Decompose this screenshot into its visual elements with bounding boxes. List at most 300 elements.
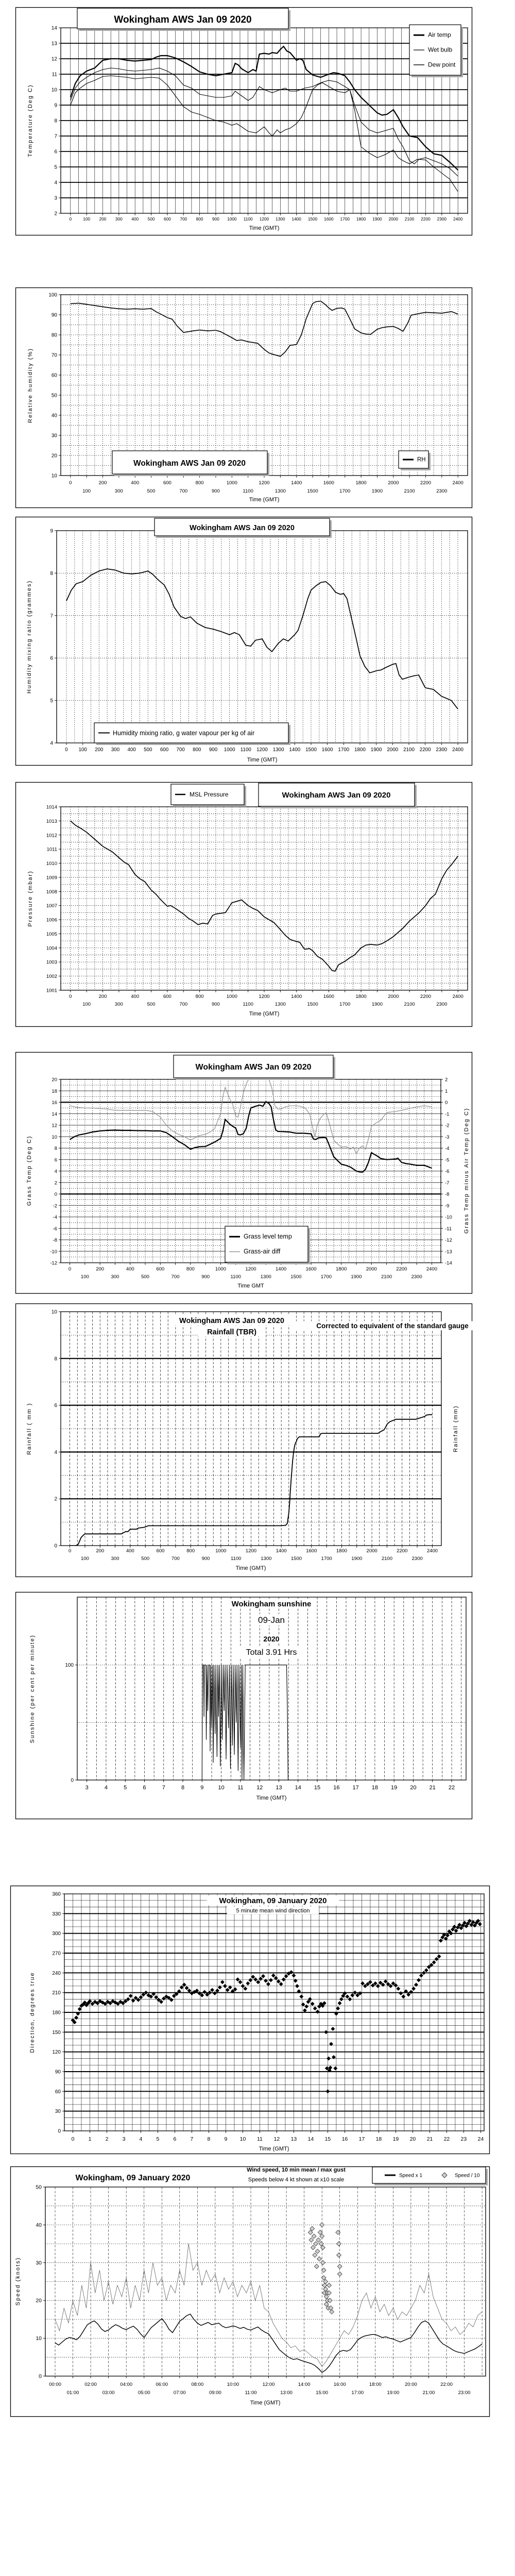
wind-speed-chart xyxy=(11,2167,490,2417)
svg-text:1400: 1400 xyxy=(291,994,302,999)
svg-text:9: 9 xyxy=(54,103,57,109)
svg-text:100: 100 xyxy=(65,1663,74,1669)
svg-text:700: 700 xyxy=(171,1274,180,1280)
svg-text:-11: -11 xyxy=(445,1226,452,1232)
legend-label: Wet bulb xyxy=(428,46,453,54)
svg-text:1800: 1800 xyxy=(354,747,366,753)
svg-text:9: 9 xyxy=(200,1785,204,1791)
svg-text:16: 16 xyxy=(341,2136,348,2142)
svg-text:3: 3 xyxy=(85,1785,89,1791)
legend-label: Grass level temp xyxy=(244,1232,292,1240)
svg-text:8: 8 xyxy=(50,570,53,577)
svg-text:800: 800 xyxy=(196,216,203,222)
svg-text:18: 18 xyxy=(371,1785,379,1791)
svg-text:1400: 1400 xyxy=(291,216,301,222)
svg-text:50: 50 xyxy=(36,2184,42,2191)
svg-text:1500: 1500 xyxy=(305,747,317,753)
svg-text:2300: 2300 xyxy=(436,488,448,494)
svg-text:600: 600 xyxy=(156,1548,165,1554)
svg-text:30: 30 xyxy=(51,433,57,439)
svg-text:2200: 2200 xyxy=(420,994,432,999)
wind-direction-chart xyxy=(11,1886,490,2154)
svg-text:1900: 1900 xyxy=(371,1002,383,1007)
svg-text:12: 12 xyxy=(52,1123,57,1129)
chart-text: Humidity mixing ratio, g water vapour per kg of air xyxy=(113,730,255,737)
svg-text:500: 500 xyxy=(144,747,152,753)
svg-text:200: 200 xyxy=(96,1266,105,1272)
svg-text:4: 4 xyxy=(54,1168,57,1175)
svg-text:1: 1 xyxy=(88,2136,92,2142)
svg-text:700: 700 xyxy=(180,216,187,222)
svg-text:-6: -6 xyxy=(53,1226,57,1232)
svg-text:400: 400 xyxy=(131,480,140,486)
svg-text:-8: -8 xyxy=(445,1192,450,1197)
svg-text:1300: 1300 xyxy=(260,1274,271,1280)
svg-text:2000: 2000 xyxy=(366,1548,377,1554)
svg-text:0: 0 xyxy=(69,994,72,999)
svg-text:Grass Temp (Deg C): Grass Temp (Deg C) xyxy=(26,1135,32,1206)
svg-text:-3: -3 xyxy=(445,1134,450,1140)
svg-text:1100: 1100 xyxy=(243,1002,253,1007)
svg-text:2200: 2200 xyxy=(419,747,431,753)
svg-text:300: 300 xyxy=(111,747,120,753)
svg-text:Time (GMT): Time (GMT) xyxy=(249,497,280,503)
legend-label: Dew point xyxy=(428,61,456,69)
svg-text:18:00: 18:00 xyxy=(369,2382,382,2387)
svg-text:4: 4 xyxy=(54,180,57,186)
svg-text:0: 0 xyxy=(71,2136,75,2142)
chart-text: Wokingham sunshine xyxy=(231,1600,312,1608)
svg-text:10:00: 10:00 xyxy=(227,2382,239,2387)
svg-text:300: 300 xyxy=(115,216,123,222)
svg-text:-12: -12 xyxy=(445,1238,452,1243)
svg-text:22:00: 22:00 xyxy=(440,2382,453,2387)
svg-text:2: 2 xyxy=(54,211,57,217)
svg-text:03:00: 03:00 xyxy=(102,2390,115,2396)
svg-text:1600: 1600 xyxy=(321,747,333,753)
legend xyxy=(409,25,463,77)
svg-text:12: 12 xyxy=(256,1785,263,1791)
svg-text:1700: 1700 xyxy=(321,1556,332,1562)
svg-text:14: 14 xyxy=(295,1785,301,1791)
svg-text:7: 7 xyxy=(54,133,57,140)
svg-text:19:00: 19:00 xyxy=(387,2390,400,2396)
svg-text:8: 8 xyxy=(207,2136,211,2142)
svg-text:15: 15 xyxy=(314,1785,321,1791)
svg-text:300: 300 xyxy=(114,488,123,494)
svg-text:100: 100 xyxy=(80,1556,89,1562)
svg-text:23: 23 xyxy=(460,2136,467,2142)
svg-text:Time (GMT): Time (GMT) xyxy=(250,2400,281,2406)
svg-text:16: 16 xyxy=(333,1785,340,1791)
chart-text: 5 minute mean wind direction xyxy=(236,1908,310,1914)
svg-text:600: 600 xyxy=(163,216,171,222)
svg-text:2200: 2200 xyxy=(421,216,431,222)
svg-text:100: 100 xyxy=(82,488,91,494)
svg-text:60: 60 xyxy=(51,372,57,379)
svg-text:15: 15 xyxy=(324,2136,331,2142)
svg-text:600: 600 xyxy=(163,480,171,486)
svg-text:5: 5 xyxy=(54,164,57,171)
svg-text:Temperature (Deg C): Temperature (Deg C) xyxy=(27,84,33,157)
svg-text:09:00: 09:00 xyxy=(209,2390,221,2396)
svg-text:1200: 1200 xyxy=(259,994,270,999)
svg-text:1600: 1600 xyxy=(323,480,334,486)
svg-text:1900: 1900 xyxy=(370,747,382,753)
svg-text:14: 14 xyxy=(52,1111,57,1117)
svg-text:1000: 1000 xyxy=(227,216,237,222)
chart-text: Rainfall (TBR) xyxy=(207,1328,256,1336)
svg-text:80: 80 xyxy=(51,332,57,338)
legend-label: Speed x 1 xyxy=(399,2173,423,2179)
svg-text:1900: 1900 xyxy=(371,488,383,494)
svg-text:100: 100 xyxy=(48,292,57,298)
svg-text:100: 100 xyxy=(83,216,91,222)
legend-label: Speed / 10 xyxy=(455,2173,480,2179)
svg-text:120: 120 xyxy=(52,2049,61,2056)
svg-text:1300: 1300 xyxy=(274,1002,286,1007)
svg-text:11:00: 11:00 xyxy=(245,2390,257,2396)
svg-text:0: 0 xyxy=(68,1266,72,1272)
svg-text:7: 7 xyxy=(162,1785,165,1791)
svg-text:1003: 1003 xyxy=(46,959,57,965)
svg-text:Humidity mixing ratio (grammes: Humidity mixing ratio (grammes) xyxy=(26,580,32,694)
svg-text:Speed (knots): Speed (knots) xyxy=(15,2257,21,2306)
svg-text:8: 8 xyxy=(54,118,57,124)
svg-text:1200: 1200 xyxy=(245,1548,257,1554)
svg-text:240: 240 xyxy=(52,1970,61,1976)
svg-text:0: 0 xyxy=(445,1100,448,1106)
svg-text:4: 4 xyxy=(139,2136,143,2142)
svg-text:1400: 1400 xyxy=(289,747,301,753)
svg-text:7: 7 xyxy=(190,2136,194,2142)
svg-text:1700: 1700 xyxy=(339,488,351,494)
svg-text:70: 70 xyxy=(51,352,57,359)
legend-label: Grass-air diff xyxy=(244,1248,281,1256)
svg-text:2300: 2300 xyxy=(411,1274,422,1280)
svg-text:1800: 1800 xyxy=(336,1548,348,1554)
svg-text:1300: 1300 xyxy=(276,216,285,222)
svg-text:-13: -13 xyxy=(445,1249,452,1255)
svg-text:18: 18 xyxy=(52,1088,57,1094)
svg-text:1900: 1900 xyxy=(372,216,382,222)
svg-text:10: 10 xyxy=(36,2335,42,2342)
svg-text:1300: 1300 xyxy=(261,1556,272,1562)
svg-text:1006: 1006 xyxy=(46,917,57,923)
svg-text:05:00: 05:00 xyxy=(138,2390,150,2396)
svg-text:20: 20 xyxy=(51,453,57,459)
svg-text:10: 10 xyxy=(51,87,57,93)
svg-text:330: 330 xyxy=(52,1911,61,1917)
svg-text:400: 400 xyxy=(131,994,140,999)
svg-text:5: 5 xyxy=(50,698,53,704)
svg-text:400: 400 xyxy=(126,1266,134,1272)
svg-text:1200: 1200 xyxy=(259,216,269,222)
svg-text:-2: -2 xyxy=(53,1203,57,1209)
svg-text:2400: 2400 xyxy=(452,994,464,999)
svg-text:1007: 1007 xyxy=(46,903,57,909)
svg-text:1600: 1600 xyxy=(324,216,334,222)
svg-text:2200: 2200 xyxy=(420,480,432,486)
svg-text:Pressure (mbar): Pressure (mbar) xyxy=(27,870,33,927)
svg-text:8: 8 xyxy=(54,1146,57,1151)
svg-text:150: 150 xyxy=(52,2029,61,2036)
svg-text:1500: 1500 xyxy=(290,1274,302,1280)
svg-text:-9: -9 xyxy=(445,1203,450,1209)
svg-text:13: 13 xyxy=(51,41,57,47)
chart-text: Wind speed, 10 min mean / max gust xyxy=(247,2167,346,2173)
svg-text:4: 4 xyxy=(104,1785,108,1791)
svg-text:100: 100 xyxy=(82,1002,91,1007)
svg-text:11: 11 xyxy=(257,2136,263,2142)
svg-text:1500: 1500 xyxy=(307,1002,318,1007)
svg-text:1012: 1012 xyxy=(46,833,57,839)
svg-text:6: 6 xyxy=(54,149,57,155)
svg-text:2300: 2300 xyxy=(436,1002,448,1007)
svg-text:200: 200 xyxy=(99,216,107,222)
svg-text:1600: 1600 xyxy=(323,994,334,999)
svg-text:700: 700 xyxy=(179,1002,188,1007)
svg-text:6: 6 xyxy=(50,655,53,662)
svg-text:800: 800 xyxy=(195,994,204,999)
svg-text:2: 2 xyxy=(54,1180,57,1186)
svg-text:2000: 2000 xyxy=(388,994,399,999)
svg-text:21: 21 xyxy=(429,1785,436,1791)
svg-text:02:00: 02:00 xyxy=(84,2382,97,2387)
svg-text:2100: 2100 xyxy=(404,488,415,494)
svg-text:5: 5 xyxy=(156,2136,160,2142)
svg-text:6: 6 xyxy=(173,2136,177,2142)
relative-humidity-chart xyxy=(16,288,472,508)
titles-and-boxes xyxy=(112,451,269,476)
svg-text:1700: 1700 xyxy=(339,1002,351,1007)
svg-text:40: 40 xyxy=(36,2222,42,2228)
svg-text:1700: 1700 xyxy=(340,216,350,222)
svg-text:2400: 2400 xyxy=(426,1548,438,1554)
svg-text:08:00: 08:00 xyxy=(191,2382,204,2387)
svg-text:1500: 1500 xyxy=(290,1556,302,1562)
svg-text:2100: 2100 xyxy=(381,1274,392,1280)
svg-text:Direction, degrees true: Direction, degrees true xyxy=(29,1972,36,2053)
svg-text:1900: 1900 xyxy=(351,1274,362,1280)
svg-text:0: 0 xyxy=(58,2128,61,2134)
svg-text:14: 14 xyxy=(51,25,57,31)
svg-text:13: 13 xyxy=(276,1785,282,1791)
svg-text:20: 20 xyxy=(52,1077,57,1083)
svg-text:12: 12 xyxy=(51,56,57,62)
svg-text:300: 300 xyxy=(111,1556,119,1562)
svg-text:1200: 1200 xyxy=(259,480,270,486)
svg-text:800: 800 xyxy=(186,1266,195,1272)
chart-text: 09-Jan xyxy=(258,1615,285,1625)
svg-text:800: 800 xyxy=(195,480,204,486)
svg-text:1900: 1900 xyxy=(351,1556,363,1562)
svg-text:1600: 1600 xyxy=(305,1266,317,1272)
svg-text:300: 300 xyxy=(111,1274,119,1280)
svg-text:2: 2 xyxy=(105,2136,109,2142)
svg-text:2000: 2000 xyxy=(388,480,399,486)
chart-text: Corrected to equivalent of the standard gauge xyxy=(316,1322,469,1330)
svg-text:19: 19 xyxy=(392,2136,399,2142)
svg-text:14:00: 14:00 xyxy=(298,2382,311,2387)
svg-text:04:00: 04:00 xyxy=(120,2382,133,2387)
titles-and-boxes xyxy=(171,783,417,808)
legend xyxy=(399,451,431,470)
svg-text:1002: 1002 xyxy=(46,974,57,980)
svg-text:210: 210 xyxy=(52,1990,61,1996)
svg-text:600: 600 xyxy=(156,1266,165,1272)
svg-text:4: 4 xyxy=(50,740,53,747)
svg-text:2000: 2000 xyxy=(366,1266,377,1272)
svg-text:10: 10 xyxy=(51,1309,57,1315)
svg-text:2100: 2100 xyxy=(381,1556,392,1562)
svg-text:17: 17 xyxy=(352,1785,359,1791)
svg-text:700: 700 xyxy=(171,1556,180,1562)
svg-text:1008: 1008 xyxy=(46,889,57,895)
svg-text:10: 10 xyxy=(51,473,57,479)
svg-text:-2: -2 xyxy=(445,1123,450,1129)
svg-text:16:00: 16:00 xyxy=(333,2382,346,2387)
svg-text:50: 50 xyxy=(51,393,57,399)
svg-text:6: 6 xyxy=(143,1785,146,1791)
chart-text: Speeds below 4 kt shown at x10 scale xyxy=(248,2177,345,2183)
svg-text:21: 21 xyxy=(426,2136,433,2142)
svg-text:12: 12 xyxy=(273,2136,280,2142)
svg-text:1014: 1014 xyxy=(46,804,57,810)
svg-text:400: 400 xyxy=(126,1548,134,1554)
svg-text:1100: 1100 xyxy=(240,747,251,753)
svg-text:2400: 2400 xyxy=(452,747,464,753)
svg-text:5: 5 xyxy=(124,1785,127,1791)
svg-text:8: 8 xyxy=(54,1356,57,1362)
svg-text:22: 22 xyxy=(443,2136,450,2142)
svg-text:4: 4 xyxy=(54,1449,57,1455)
svg-text:2400: 2400 xyxy=(453,216,463,222)
air-temperature-chart xyxy=(16,8,472,235)
svg-text:1400: 1400 xyxy=(276,1266,287,1272)
svg-text:500: 500 xyxy=(147,1002,156,1007)
svg-text:20: 20 xyxy=(409,2136,416,2142)
svg-text:20: 20 xyxy=(410,1785,417,1791)
svg-text:400: 400 xyxy=(131,216,139,222)
svg-text:11: 11 xyxy=(52,72,57,78)
svg-text:1200: 1200 xyxy=(256,747,268,753)
svg-text:2200: 2200 xyxy=(396,1266,407,1272)
svg-text:-5: -5 xyxy=(445,1157,450,1163)
svg-text:2100: 2100 xyxy=(404,1002,415,1007)
svg-text:13: 13 xyxy=(290,2136,297,2142)
svg-text:600: 600 xyxy=(160,747,169,753)
chart-text: MSL Pressure xyxy=(190,791,229,798)
svg-text:90: 90 xyxy=(55,2069,61,2075)
svg-text:-4: -4 xyxy=(445,1146,450,1151)
svg-text:1200: 1200 xyxy=(245,1266,256,1272)
svg-text:1000: 1000 xyxy=(226,480,237,486)
legend-label: RH xyxy=(417,456,426,463)
svg-text:-6: -6 xyxy=(445,1168,450,1175)
svg-text:200: 200 xyxy=(95,747,104,753)
svg-text:700: 700 xyxy=(179,488,188,494)
svg-text:800: 800 xyxy=(193,747,201,753)
legend-label: Air temp xyxy=(428,31,451,39)
svg-text:0: 0 xyxy=(39,2373,42,2380)
svg-text:0: 0 xyxy=(69,480,72,486)
chart-text: 2020 xyxy=(263,1635,280,1643)
svg-text:1004: 1004 xyxy=(46,945,57,952)
svg-text:1010: 1010 xyxy=(46,861,57,867)
svg-text:Relative humidity (%): Relative humidity (%) xyxy=(27,348,33,423)
sunshine-chart xyxy=(16,1592,472,1819)
svg-text:-1: -1 xyxy=(445,1111,450,1117)
svg-text:01:00: 01:00 xyxy=(66,2390,79,2396)
svg-text:1100: 1100 xyxy=(243,488,253,494)
svg-text:700: 700 xyxy=(176,747,185,753)
svg-text:1600: 1600 xyxy=(306,1548,317,1554)
svg-text:0: 0 xyxy=(71,1777,74,1784)
svg-text:Rainfall ( mm ): Rainfall ( mm ) xyxy=(26,1402,32,1455)
svg-text:2400: 2400 xyxy=(452,480,464,486)
chart-text: Wokingham, 09 January 2020 xyxy=(75,2174,191,2182)
svg-text:11: 11 xyxy=(237,1785,244,1791)
svg-text:Time (GMT): Time (GMT) xyxy=(249,225,280,231)
svg-text:1800: 1800 xyxy=(336,1266,347,1272)
titles-and-boxes xyxy=(77,8,290,31)
svg-text:1100: 1100 xyxy=(230,1274,241,1280)
humidity-mixing-ratio-chart xyxy=(16,517,472,766)
svg-text:3: 3 xyxy=(54,195,57,201)
svg-text:12:00: 12:00 xyxy=(262,2382,275,2387)
svg-text:Grass Temp minus Air Temp (Deg: Grass Temp minus Air Temp (Deg C) xyxy=(464,1107,470,1234)
svg-text:500: 500 xyxy=(147,216,155,222)
chart-text: Total 3.91 Hrs xyxy=(246,1648,297,1657)
svg-text:900: 900 xyxy=(201,1274,210,1280)
svg-text:19: 19 xyxy=(391,1785,398,1791)
svg-text:23:00: 23:00 xyxy=(458,2390,471,2396)
svg-text:800: 800 xyxy=(186,1548,195,1554)
svg-text:Sunshine (per cent per minute): Sunshine (per cent per minute) xyxy=(29,1634,36,1743)
svg-text:100: 100 xyxy=(78,747,87,753)
svg-text:Time (GMT): Time (GMT) xyxy=(259,2146,289,2152)
svg-text:16: 16 xyxy=(52,1100,57,1106)
legend xyxy=(372,2167,488,2185)
svg-text:14: 14 xyxy=(307,2136,314,2142)
svg-text:1400: 1400 xyxy=(276,1548,287,1554)
svg-text:1005: 1005 xyxy=(46,931,57,937)
chart-text: Wokingham AWS Jan 09 2020 xyxy=(190,524,295,532)
svg-text:300: 300 xyxy=(114,1002,123,1007)
svg-text:100: 100 xyxy=(80,1274,89,1280)
svg-text:2: 2 xyxy=(54,1496,57,1502)
svg-text:22: 22 xyxy=(448,1785,455,1791)
svg-text:900: 900 xyxy=(209,747,218,753)
pressure-chart xyxy=(16,783,472,1027)
svg-text:500: 500 xyxy=(147,488,156,494)
svg-text:1000: 1000 xyxy=(226,994,237,999)
svg-text:-7: -7 xyxy=(445,1180,450,1186)
svg-text:270: 270 xyxy=(52,1951,61,1957)
svg-text:1: 1 xyxy=(445,1088,448,1094)
svg-text:21:00: 21:00 xyxy=(422,2390,435,2396)
svg-text:2000: 2000 xyxy=(388,216,399,222)
svg-text:1800: 1800 xyxy=(355,994,367,999)
svg-text:1100: 1100 xyxy=(243,216,253,222)
svg-text:1011: 1011 xyxy=(46,846,57,853)
svg-text:06:00: 06:00 xyxy=(156,2382,168,2387)
svg-text:Rainfall (mm): Rainfall (mm) xyxy=(453,1405,459,1452)
svg-text:-14: -14 xyxy=(445,1260,452,1266)
svg-text:9: 9 xyxy=(224,2136,228,2142)
svg-text:200: 200 xyxy=(98,994,107,999)
